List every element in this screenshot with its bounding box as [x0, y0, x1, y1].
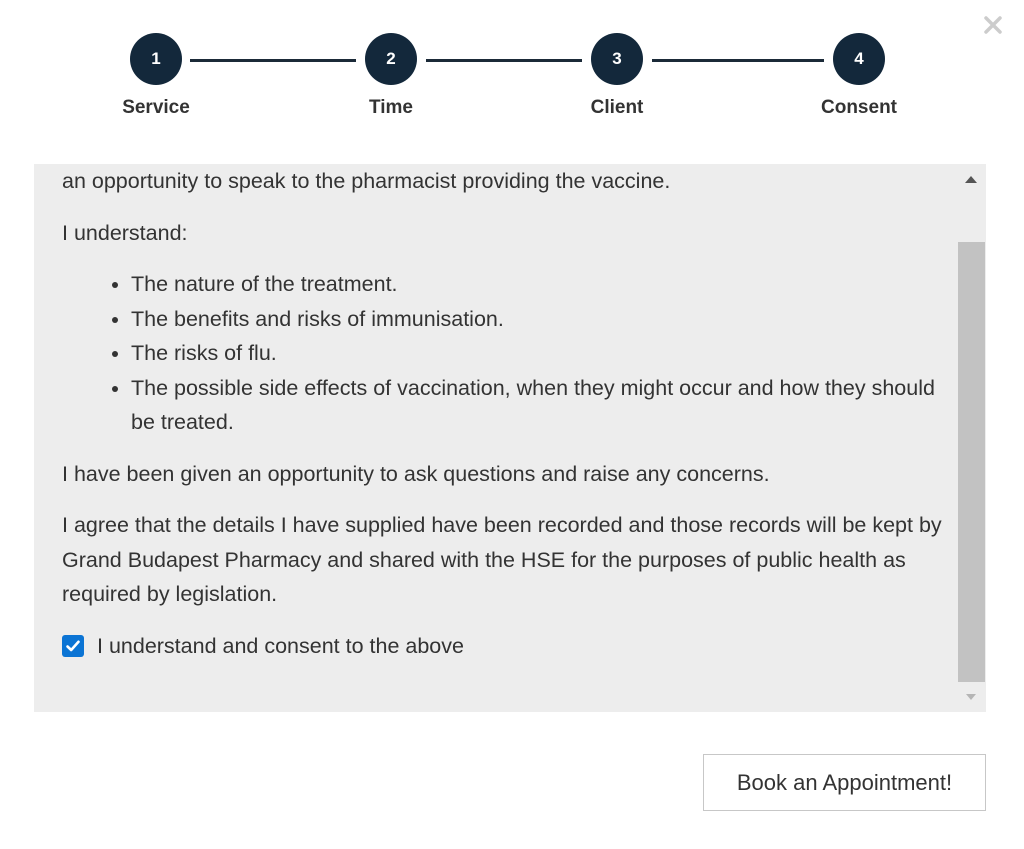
understand-heading: I understand:	[62, 220, 188, 245]
step-time	[321, 33, 461, 119]
list-item: • The nature of the treatment.	[131, 267, 942, 302]
step-service	[86, 33, 226, 119]
step-number: 3	[591, 33, 643, 85]
step-label: Service	[122, 97, 190, 118]
step-number: 2	[365, 33, 417, 85]
consent-text	[62, 164, 942, 663]
consent-checkbox-row[interactable]	[62, 629, 942, 664]
step-client	[547, 33, 687, 119]
records-text: I agree that the details I have supplied have been recorded and those records will be kept by Grand Budapest Pharmacy and shared with the HSE for the purposes of public health as required by legislation.	[62, 513, 942, 606]
consent-checkbox-label[interactable]: I understand and consent to the above	[97, 633, 464, 658]
step-number: 4	[833, 33, 885, 85]
checkmark-icon	[65, 638, 81, 654]
step-label: Consent	[821, 97, 897, 118]
list-item: • The possible side effects of vaccination, when they might occur and how they should be treated.	[131, 371, 942, 440]
consent-panel[interactable]	[34, 164, 986, 712]
arrow-down-icon[interactable]	[966, 694, 976, 700]
scrollbar[interactable]	[958, 164, 986, 712]
list-item: • The benefits and risks of immunisation.	[131, 302, 942, 337]
list-item: • The risks of flu.	[131, 336, 942, 371]
scrollbar-thumb[interactable]	[958, 242, 985, 682]
questions-text: I have been given an opportunity to ask questions and raise any concerns.	[62, 461, 770, 486]
book-appointment-button[interactable]: Book an Appointment!	[703, 754, 986, 811]
intro-fragment: an opportunity to speak to the pharmacist providing the vaccine.	[62, 169, 671, 193]
step-label: Client	[590, 97, 644, 118]
progress-stepper	[0, 33, 1024, 133]
step-number: 1	[130, 33, 182, 85]
arrow-up-icon[interactable]	[965, 176, 977, 183]
consent-checkbox[interactable]	[62, 635, 84, 657]
step-label: Time	[368, 97, 413, 118]
understand-list	[62, 267, 942, 440]
step-consent	[789, 33, 929, 119]
